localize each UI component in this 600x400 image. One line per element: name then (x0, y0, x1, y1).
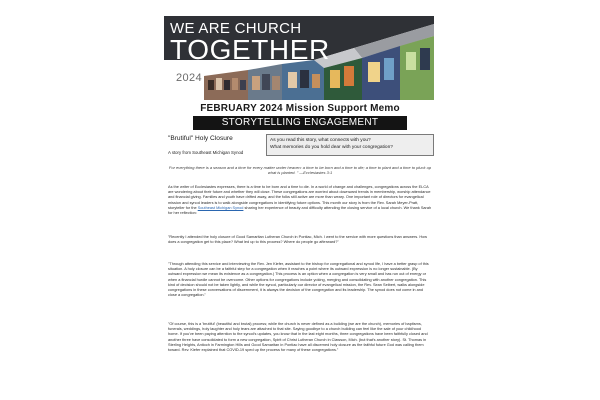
intro-paragraph (168, 185, 432, 216)
quote-paragraph-3: "Of course, this is a 'brutiful' (beautiful and brutal) process; while the church is never defined as a building (we are the church), memories of baptisms, funerals, weddings, holy laughter and holy tears are attached to that site. Saying goodbye to a church building can feel like the sale of your childhood home. If you've been paying attention to the synod's updates, you know that in the last eight months, three congregations have been faithfully closed and another three have consolidated to form a new congregation, Spirit of Christ Lutheran Church in Clawson, Mich. (but that's another story). St. Thomas in Sterling Heights, Antioch in Farmington Hills and Good Samaritan in Pontiac have all discerned holy closure as the faithful future God was calling them toward. Rev. Kiefer explained that COVID-19 sped up the process for many of these congregations." (168, 322, 428, 353)
banner-line1-text: WE ARE CHURCH (170, 20, 302, 37)
header-banner (164, 16, 434, 100)
story-title: "Brutiful" Holy Closure (168, 135, 233, 142)
epigraph-quote: For everything there is a season and a time for every matter under heaven: a time to be born and a time to die; a time to plant and a time to pluck up what is planted. " —Ecclesiastes 3:1 (168, 165, 432, 176)
banner-year: 2024 (176, 72, 203, 84)
question-1: As you read this story, what connects with you? (270, 138, 371, 143)
intro-text-before: As the writer of Ecclesiastes expresses, there is a time to be born and a time to die. In a world of change and challenges, congregations across the ELCA are wondering about their future and whether they will close. These congregations are worried about downward trends in membership, worship attendance and financial giving. Families and youth have drifted away, and the folks still active are more than weary. One important role of directors for evangelical mission and synod leaders is to walk alongside congregations in identifying future options. This month our story is from the Rev. Sarah Meyer-Pratt, storyteller for the (168, 185, 431, 210)
section-title: STORYTELLING ENGAGEMENT (193, 116, 407, 130)
banner-line2-text: TOGETHER (170, 34, 330, 65)
question-2: What memories do you hold dear with your congregation? (270, 145, 393, 150)
synod-link[interactable]: Southeast Michigan Synod (197, 205, 244, 210)
memo-title: FEBRUARY 2024 Mission Support Memo (200, 103, 400, 114)
reflection-questions-box (266, 134, 434, 156)
quote-paragraph-2: "Through attending this service and interviewing the Rev. Jen Kiefer, assistant to the bishop for congregational and synod life, I have a better grasp of this situation. A holy closure can be a faithful step for a congregation when it reaches a point where its outward expression is no longer sustainable. (By outward expression we mean its existence as a congregation.) This process is an option when a congregation is very small and has run out of energy or when a financial hurdle cannot be overcome. Other options for congregations include yoking, merging and consolidating with another congregation. This kind of decision should not be taken lightly, and while the synod, particularly our director of evangelical mission, the Rev. Sean Seibert, walks alongside congregations in these conversations of discernment, it is always the decision of the congregation and its leadership. The synod does not come in and close a congregation." (168, 262, 429, 298)
story-source: A story from Southeast Michigan Synod (168, 150, 244, 155)
quote-paragraph-1: "Recently I attended the holy closure of Good Samaritan Lutheran Church in Pontiac, Mich. I went to the service with more questions than answers. How does a congregation get to this place? What led up to this process? Where do people go afterward?" (168, 235, 428, 245)
intro-text-after: sharing her experience of beauty and difficulty attending the closing service of a local church. We thank Sarah for her reflection: (168, 205, 432, 216)
